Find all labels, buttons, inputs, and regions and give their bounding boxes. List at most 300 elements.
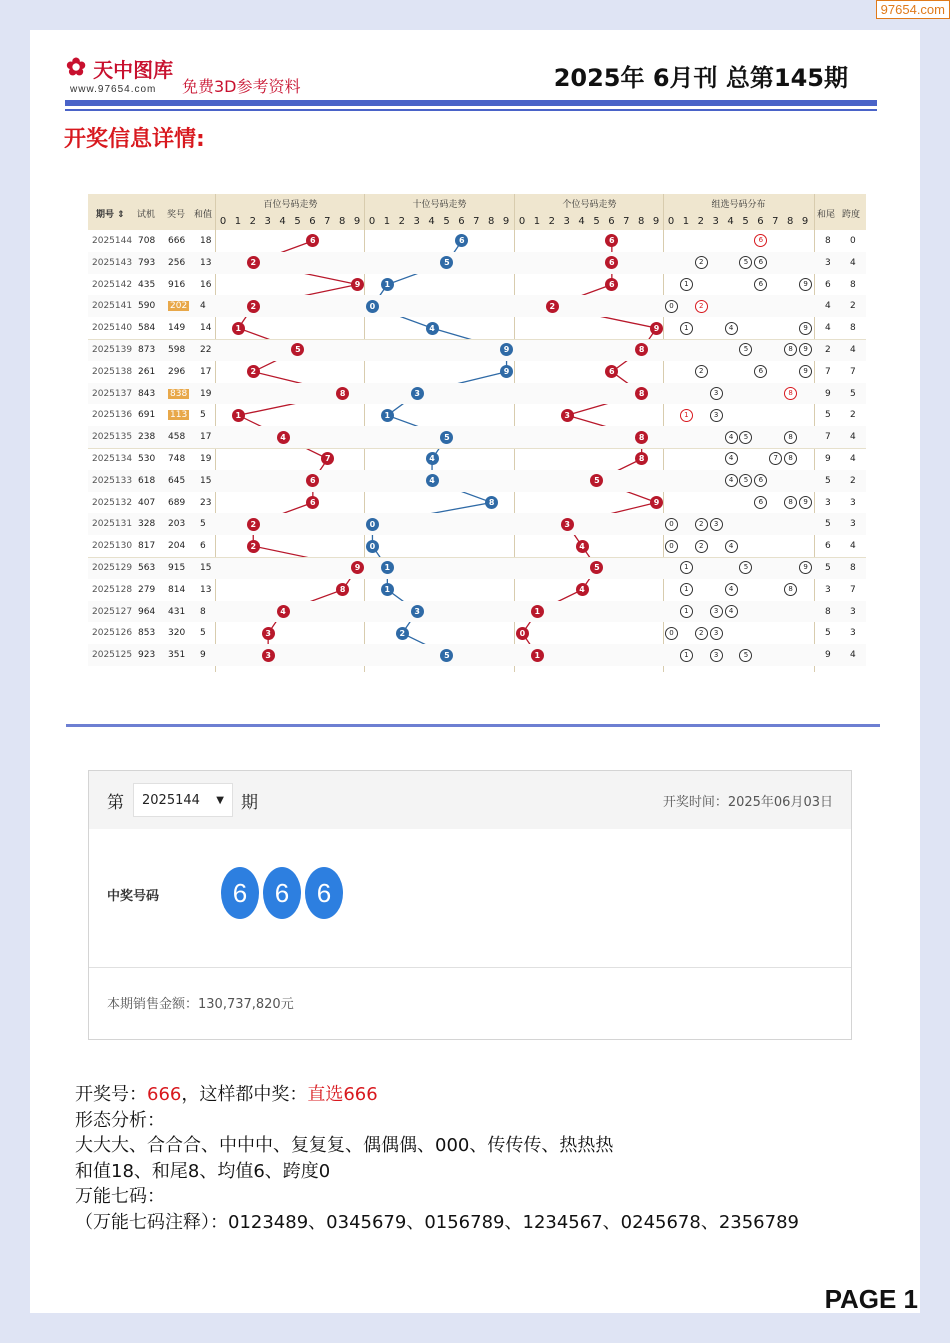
group-digit-marker: 2 — [695, 540, 708, 553]
test-cell: 328 — [138, 519, 156, 530]
digit-header: 6 — [309, 216, 316, 227]
draw-cell: 598 — [168, 345, 186, 355]
group-digit-marker: 0 — [665, 627, 678, 640]
draw-digit-ball: 9 — [351, 278, 364, 291]
period-cell: 2025135 — [92, 432, 133, 443]
group-digit-marker: 1 — [680, 649, 693, 662]
period-cell: 2025130 — [92, 541, 133, 552]
digit-header: 8 — [787, 216, 794, 227]
period-prefix: 第 — [107, 793, 124, 813]
tail-cell: 8 — [825, 606, 831, 617]
digit-header: 4 — [578, 216, 585, 227]
digit-header: 8 — [638, 216, 645, 227]
analysis-line-1 — [75, 1082, 799, 1108]
period-cell: 2025139 — [92, 345, 133, 355]
sum-cell: 19 — [200, 388, 212, 399]
test-cell: 590 — [138, 301, 156, 312]
period-cell: 2025142 — [92, 279, 133, 290]
span-cell: 7 — [850, 584, 856, 595]
column-header-draw: 奖号 — [167, 210, 186, 220]
digit-header: 8 — [488, 216, 495, 227]
group-digit-marker: 5 — [739, 343, 752, 356]
draw-cell: 256 — [168, 257, 186, 268]
digit-header: 3 — [413, 216, 420, 227]
span-cell: 4 — [850, 454, 856, 464]
digit-header: 9 — [652, 216, 660, 227]
digit-header: 7 — [623, 216, 630, 227]
draw-digit-ball: 1 — [381, 583, 394, 596]
tail-cell: 4 — [825, 301, 831, 312]
period-cell: 2025140 — [92, 323, 133, 334]
draw-digit-ball: 2 — [247, 540, 260, 553]
draw-digit-ball: 1 — [381, 561, 394, 574]
draw-digit-ball: 8 — [635, 431, 648, 444]
period-cell: 2025131 — [92, 519, 133, 530]
period-cell: 2025128 — [92, 584, 133, 595]
span-cell: 3 — [850, 497, 856, 508]
span-cell: 3 — [850, 519, 856, 530]
draw-digit-ball: 4 — [426, 452, 439, 465]
span-cell: 2 — [850, 475, 856, 486]
period-select[interactable] — [133, 783, 233, 817]
draw-digit-ball: 2 — [546, 300, 559, 313]
sales-amount: 本期销售金额：130,737,820元 — [107, 997, 294, 1012]
draw-digit-ball: 0 — [366, 518, 379, 531]
test-cell: 279 — [138, 584, 156, 595]
sum-cell: 14 — [200, 323, 212, 334]
group-digit-marker: 1 — [680, 561, 693, 574]
period-cell: 2025125 — [92, 650, 133, 661]
test-cell: 853 — [138, 628, 156, 639]
group-digit-marker: 5 — [739, 649, 752, 662]
draw-digit-ball: 1 — [531, 605, 544, 618]
row-separator — [88, 557, 866, 558]
group-digit-marker: 3 — [710, 518, 723, 531]
draw-digit-ball: 0 — [366, 540, 379, 553]
group-digit-marker: 0 — [665, 300, 678, 313]
draw-digit-ball: 1 — [531, 649, 544, 662]
span-cell: 4 — [850, 432, 856, 443]
group-digit-marker: 6 — [754, 474, 767, 487]
draw-digit-ball: 3 — [411, 605, 424, 618]
draw-digit-ball: 6 — [306, 234, 319, 247]
tagline: 免费3D参考资料 — [182, 77, 301, 96]
group-digit-marker: 9 — [799, 496, 812, 509]
issue-title: 2025年 6月刊 总第145期 — [553, 64, 848, 92]
digit-header: 1 — [682, 216, 690, 227]
digit-header: 5 — [294, 216, 301, 227]
column-header-period: 期号 ⇕ — [96, 210, 125, 220]
draw-digit-ball: 6 — [455, 234, 468, 247]
span-cell: 8 — [850, 323, 856, 334]
group-digit-marker: 3 — [710, 627, 723, 640]
period-cell: 2025126 — [92, 628, 133, 639]
draw-digit-ball: 4 — [277, 431, 290, 444]
group-digit-marker: 4 — [725, 431, 738, 444]
draw-digit-ball: 4 — [426, 322, 439, 335]
sum-cell: 5 — [200, 410, 206, 421]
draw-digit-ball: 3 — [561, 409, 574, 422]
tail-cell: 9 — [825, 454, 831, 464]
draw-digit-ball: 4 — [277, 605, 290, 618]
logo-icon: ✿ — [66, 52, 87, 81]
chevron-down-icon: ▼ — [216, 795, 224, 806]
group-digit-marker: 5 — [739, 431, 752, 444]
group-digit-marker: 8 — [784, 431, 797, 444]
draw-panel — [88, 770, 852, 1040]
draw-digit-ball: 6 — [605, 365, 618, 378]
test-cell: 691 — [138, 410, 156, 421]
page — [30, 30, 920, 1313]
draw-digit-ball: 9 — [650, 322, 663, 335]
group-digit-marker: 4 — [725, 474, 738, 487]
draw-cell: 645 — [168, 475, 186, 486]
digit-header: 9 — [353, 216, 361, 227]
draw-digit-ball: 0 — [366, 300, 379, 313]
group-digit-marker: 1 — [680, 409, 693, 422]
period-cell: 2025133 — [92, 475, 133, 486]
sum-cell: 16 — [200, 279, 212, 290]
period-cell: 2025143 — [92, 257, 133, 268]
group-digit-marker: 6 — [754, 256, 767, 269]
group-digit-marker: 0 — [665, 518, 678, 531]
digit-header: 2 — [548, 216, 555, 227]
draw-cell: 748 — [168, 454, 186, 464]
sum-cell: 13 — [200, 584, 212, 595]
sum-cell: 19 — [200, 454, 212, 464]
group-digit-marker: 6 — [754, 496, 767, 509]
analysis-line-3: 大大大、合合合、中中中、复复复、偶偶偶、000、传传传、热热热 — [75, 1135, 614, 1156]
span-cell: 7 — [850, 366, 856, 377]
draw-digit-ball: 5 — [440, 649, 453, 662]
group-digit-marker: 3 — [710, 387, 723, 400]
draw-digit-ball: 5 — [590, 561, 603, 574]
draw-cell: 204 — [168, 541, 186, 552]
group-digit-marker: 0 — [665, 540, 678, 553]
group-digit-marker: 1 — [680, 605, 693, 618]
logo-name: 天中图库 — [93, 58, 174, 82]
tail-cell: 6 — [825, 541, 831, 552]
group-digit-marker: 4 — [725, 605, 738, 618]
draw-digit-ball: 9 — [351, 561, 364, 574]
draw-cell: 915 — [168, 563, 186, 573]
digit-header: 9 — [502, 216, 510, 227]
period-cell: 2025129 — [92, 563, 133, 573]
analysis-line-6: （万能七码注释）：0123489、0345679、0156789、1234567、0245678、2356789 — [75, 1211, 799, 1233]
page-number: PAGE 1 — [824, 1284, 918, 1314]
tail-cell: 6 — [825, 279, 831, 290]
draw-digit-ball: 8 — [635, 452, 648, 465]
analysis-line-4: 和值18、和尾8、均值6、跨度0 — [75, 1160, 331, 1182]
winning-number-ball: 6 — [263, 867, 301, 919]
tail-cell: 8 — [825, 236, 831, 246]
draw-cell: 320 — [168, 628, 186, 639]
span-cell: 8 — [850, 279, 856, 290]
digit-header: 7 — [772, 216, 779, 227]
draw-digit-ball: 8 — [336, 387, 349, 400]
draw-cell: 203 — [168, 519, 186, 530]
test-cell: 817 — [138, 541, 156, 552]
test-cell: 238 — [138, 432, 156, 443]
logo — [66, 52, 174, 95]
group-digit-marker: 9 — [799, 343, 812, 356]
sum-cell: 5 — [200, 628, 206, 639]
span-cell: 4 — [850, 650, 856, 661]
tail-cell: 3 — [825, 257, 831, 268]
digit-header: 4 — [428, 216, 435, 227]
draw-cell: 916 — [168, 279, 186, 290]
draw-digit-ball: 2 — [396, 627, 409, 640]
draw-digit-ball: 4 — [576, 540, 589, 553]
tail-cell: 9 — [825, 388, 831, 399]
draw-digit-ball: 1 — [232, 322, 245, 335]
tail-cell: 9 — [825, 650, 831, 661]
group-digit-marker: 4 — [725, 452, 738, 465]
span-cell: 8 — [850, 563, 856, 573]
draw-digit-ball: 4 — [576, 583, 589, 596]
tail-cell: 7 — [825, 432, 831, 443]
tail-cell: 7 — [825, 366, 831, 377]
draw-digit-ball: 9 — [500, 365, 513, 378]
draw-cell: 814 — [168, 584, 186, 595]
draw-cell: 351 — [168, 650, 186, 661]
group-digit-marker: 2 — [695, 256, 708, 269]
section-title: 开奖信息详情: — [64, 127, 205, 152]
sum-cell: 22 — [200, 345, 212, 355]
period-suffix: 期 — [241, 793, 258, 813]
analysis-line-2: 形态分析： — [75, 1109, 165, 1131]
digit-header: 1 — [383, 216, 391, 227]
digit-header: 1 — [533, 216, 541, 227]
period-cell: 2025144 — [92, 236, 133, 246]
draw-digit-ball: 3 — [561, 518, 574, 531]
period-cell: 2025141 — [92, 301, 133, 312]
draw-digit-ball: 1 — [381, 409, 394, 422]
tail-cell: 5 — [825, 563, 831, 573]
draw-date: 开奖时间：2025年06月03日 — [662, 795, 833, 810]
draw-digit-ball: 9 — [650, 496, 663, 509]
span-cell: 4 — [850, 541, 856, 552]
header-rule-thin — [65, 109, 877, 111]
winning-number-ball: 6 — [221, 867, 259, 919]
test-cell: 407 — [138, 497, 156, 508]
sum-cell: 5 — [200, 519, 206, 530]
digit-header: 6 — [757, 216, 764, 227]
digit-header: 2 — [249, 216, 256, 227]
group-digit-marker: 8 — [784, 452, 797, 465]
winning-number-ball: 6 — [305, 867, 343, 919]
column-group-header: 十位号码走势 — [412, 200, 467, 210]
span-cell: 4 — [850, 257, 856, 268]
draw-cell: 458 — [168, 432, 186, 443]
analysis-mid: ，这样都中奖： — [181, 1084, 308, 1105]
digit-header: 0 — [219, 216, 227, 227]
group-digit-marker: 5 — [739, 561, 752, 574]
test-cell: 584 — [138, 323, 156, 334]
group-digit-marker: 6 — [754, 278, 767, 291]
draw-digit-ball: 2 — [247, 256, 260, 269]
draw-cell: 666 — [168, 236, 186, 246]
draw-cell: 113 — [170, 410, 188, 421]
group-digit-marker: 9 — [799, 561, 812, 574]
test-cell: 261 — [138, 366, 156, 377]
span-cell: 2 — [850, 301, 856, 312]
header-rule — [65, 100, 877, 106]
digit-header: 2 — [398, 216, 405, 227]
group-digit-marker: 6 — [754, 365, 767, 378]
draw-digit-ball: 2 — [247, 518, 260, 531]
group-digit-marker: 2 — [695, 627, 708, 640]
period-cell: 2025136 — [92, 410, 133, 421]
group-digit-marker: 2 — [695, 300, 708, 313]
tail-cell: 3 — [825, 497, 831, 508]
draw-digit-ball: 8 — [336, 583, 349, 596]
draw-digit-ball: 6 — [306, 496, 319, 509]
column-header-span: 跨度 — [842, 210, 861, 220]
analysis-text — [75, 1082, 799, 1235]
trend-chart — [88, 194, 866, 672]
column-group-header: 组选号码分布 — [711, 200, 766, 210]
digit-header: 1 — [234, 216, 242, 227]
draw-digit-ball: 1 — [381, 278, 394, 291]
group-digit-marker: 4 — [725, 322, 738, 335]
span-cell: 4 — [850, 345, 856, 355]
group-digit-marker: 9 — [799, 365, 812, 378]
digit-header: 3 — [712, 216, 719, 227]
group-digit-marker: 8 — [784, 343, 797, 356]
direct-pick: 直选666 — [307, 1084, 378, 1105]
group-digit-marker: 5 — [739, 474, 752, 487]
row-separator — [88, 339, 866, 340]
digit-header: 6 — [608, 216, 615, 227]
column-header-tail: 和尾 — [817, 210, 836, 220]
period-select-value: 2025144 — [142, 793, 200, 808]
section-divider — [66, 724, 880, 727]
digit-header: 4 — [727, 216, 734, 227]
test-cell: 964 — [138, 606, 156, 617]
draw-digit-ball: 6 — [605, 278, 618, 291]
group-digit-marker: 9 — [799, 278, 812, 291]
digit-header: 0 — [518, 216, 526, 227]
draw-cell: 431 — [168, 606, 186, 617]
period-cell: 2025127 — [92, 606, 133, 617]
watermark: 97654.com — [876, 0, 950, 19]
sum-cell: 4 — [200, 301, 206, 312]
sum-cell: 15 — [200, 563, 212, 573]
tail-cell: 3 — [825, 584, 831, 595]
column-header-test: 试机 — [137, 210, 156, 220]
group-digit-marker: 1 — [680, 278, 693, 291]
test-cell: 793 — [138, 257, 156, 268]
digit-header: 2 — [697, 216, 704, 227]
draw-digit-ball: 4 — [426, 474, 439, 487]
test-cell: 923 — [138, 650, 156, 661]
digit-header: 6 — [458, 216, 465, 227]
digit-header: 4 — [279, 216, 286, 227]
sum-cell: 17 — [200, 432, 212, 443]
draw-digit-ball: 5 — [440, 431, 453, 444]
group-digit-marker: 1 — [680, 583, 693, 596]
digit-header: 5 — [593, 216, 600, 227]
panel-header — [89, 771, 851, 829]
test-cell: 873 — [138, 345, 156, 355]
sum-cell: 8 — [200, 606, 206, 617]
sum-cell: 18 — [200, 236, 212, 246]
sum-cell: 23 — [200, 497, 212, 508]
digit-header: 0 — [667, 216, 675, 227]
analysis-label: 开奖号： — [75, 1084, 147, 1105]
group-digit-marker: 8 — [784, 583, 797, 596]
draw-cell: 296 — [168, 366, 186, 377]
digit-header: 7 — [473, 216, 480, 227]
draw-digit-ball: 8 — [485, 496, 498, 509]
column-group-header: 个位号码走势 — [562, 200, 617, 210]
sum-cell: 6 — [200, 541, 206, 552]
group-digit-marker: 1 — [680, 322, 693, 335]
draw-digit-ball: 6 — [605, 234, 618, 247]
analysis-line-5: 万能七码： — [75, 1186, 165, 1207]
group-digit-marker: 2 — [695, 518, 708, 531]
span-cell: 3 — [850, 606, 856, 617]
row-separator — [88, 448, 866, 449]
test-cell: 708 — [138, 236, 156, 246]
digit-header: 9 — [801, 216, 809, 227]
digit-header: 5 — [742, 216, 749, 227]
tail-cell: 5 — [825, 628, 831, 639]
tail-cell: 5 — [825, 410, 831, 421]
period-cell: 2025134 — [92, 454, 133, 464]
digit-header: 0 — [368, 216, 376, 227]
column-group-header: 百位号码走势 — [263, 200, 318, 210]
span-cell: 2 — [850, 410, 856, 421]
period-cell: 2025137 — [92, 388, 133, 399]
digit-header: 8 — [339, 216, 346, 227]
draw-digit-ball: 8 — [635, 343, 648, 356]
draw-digit-ball: 7 — [321, 452, 334, 465]
draw-cell: 838 — [170, 388, 188, 399]
logo-url: www.97654.com — [70, 84, 157, 95]
test-cell: 843 — [138, 388, 156, 399]
tail-cell: 5 — [825, 519, 831, 530]
sum-cell: 17 — [200, 366, 212, 377]
draw-cell: 202 — [170, 301, 188, 312]
panel-divider — [89, 967, 851, 968]
group-digit-marker: 3 — [710, 649, 723, 662]
group-digit-marker: 2 — [695, 365, 708, 378]
group-digit-marker: 6 — [754, 234, 767, 247]
draw-digit-ball: 2 — [247, 365, 260, 378]
tail-cell: 4 — [825, 323, 831, 334]
group-digit-marker: 8 — [784, 496, 797, 509]
draw-digit-ball: 3 — [262, 649, 275, 662]
draw-digit-ball: 6 — [306, 474, 319, 487]
span-cell: 5 — [850, 388, 856, 399]
draw-digit-ball: 1 — [232, 409, 245, 422]
draw-digit-ball: 3 — [411, 387, 424, 400]
span-cell: 3 — [850, 628, 856, 639]
group-digit-marker: 4 — [725, 540, 738, 553]
group-digit-marker: 9 — [799, 322, 812, 335]
period-cell: 2025132 — [92, 497, 133, 508]
group-digit-marker: 4 — [725, 583, 738, 596]
sum-cell: 13 — [200, 257, 212, 268]
sum-cell: 15 — [200, 475, 212, 486]
draw-digit-ball: 3 — [262, 627, 275, 640]
test-cell: 435 — [138, 279, 156, 290]
draw-digit-ball: 5 — [440, 256, 453, 269]
digit-header: 3 — [563, 216, 570, 227]
winning-label: 中奖号码 — [107, 889, 160, 904]
